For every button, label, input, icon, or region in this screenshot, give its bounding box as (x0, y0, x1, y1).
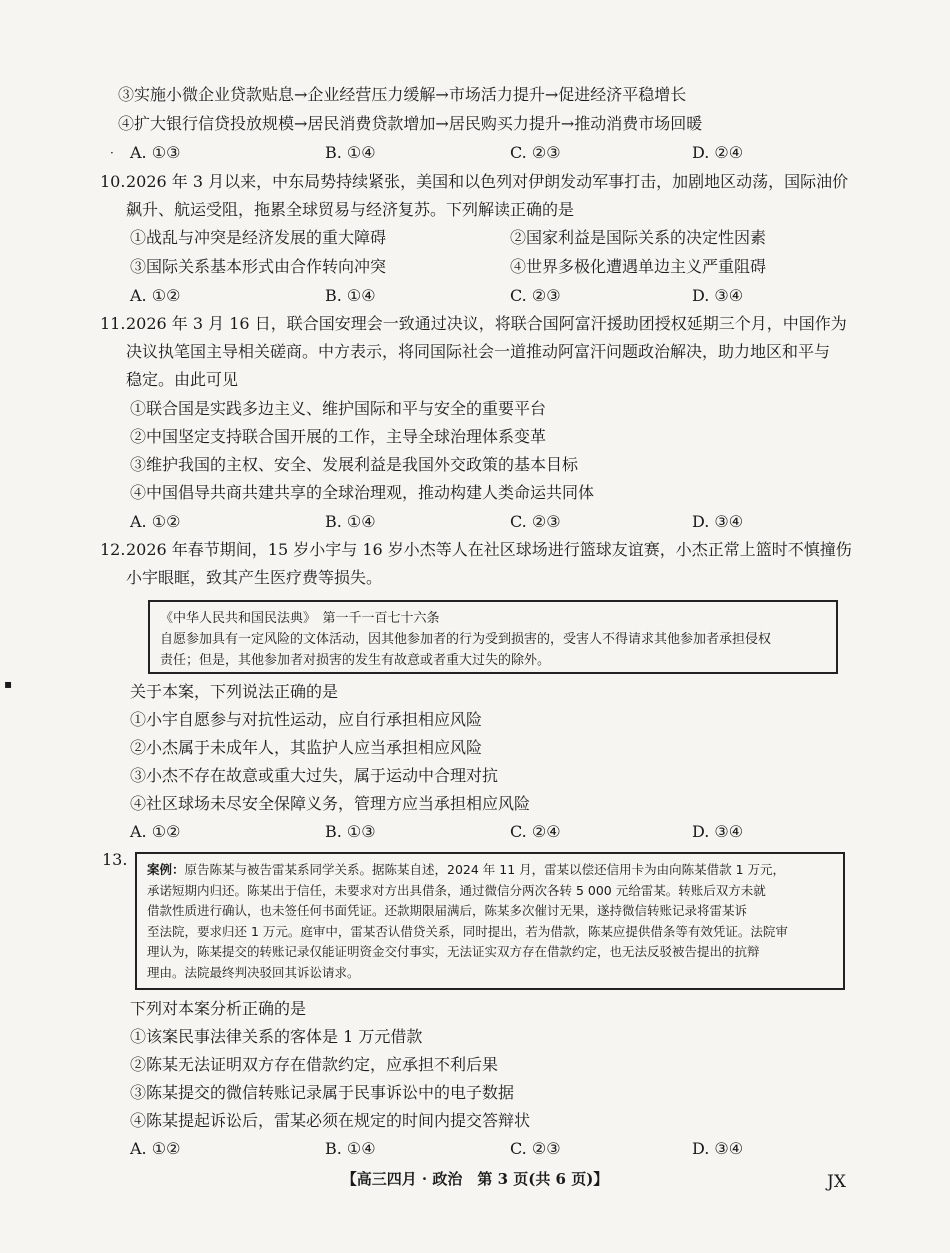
q12-number: 12. (100, 540, 126, 559)
q11-option-a[interactable]: A. ①② (130, 512, 181, 531)
q12-options (130, 821, 850, 843)
q10-items-row-1 (130, 227, 850, 249)
q13-case-line-1: 原告陈某与被告雷某系同学关系。据陈某自述，2024 年 11 月，雷某以偿还信用卡为由向陈某借款 1 万元， (184, 862, 786, 877)
q10-item-4: ④世界多极化遭遇单边主义严重阻碍 (510, 257, 767, 276)
q9-option-d[interactable]: D. ②④ (692, 143, 744, 162)
q13-item-4: ④陈某提起诉讼后，雷某必须在规定的时间内提交答辩状 (130, 1111, 531, 1130)
q9-item-4: ④扩大银行信贷投放规模→居民消费贷款增加→居民购买力提升→推动消费市场回暖 (118, 114, 703, 133)
q11-number: 11. (100, 314, 126, 333)
stray-mark: · (110, 146, 114, 160)
q12-law-line-2: 责任；但是，其他参加者对损害的发生有故意或者重大过失的除外。 (160, 653, 551, 668)
q12-question: 关于本案，下列说法正确的是 (130, 682, 339, 701)
q11-option-b[interactable]: B. ①④ (325, 512, 376, 531)
q13-option-d[interactable]: D. ③④ (692, 1139, 744, 1158)
q11-option-c[interactable]: C. ②③ (510, 512, 561, 531)
q11-item-2: ②中国坚定支持联合国开展的工作，主导全球治理体系变革 (130, 427, 547, 446)
q13-item-3: ③陈某提交的微信转账记录属于民事诉讼中的电子数据 (130, 1083, 515, 1102)
q11-stem-2: 决议执笔国主导相关磋商。中方表示，将同国际社会一道推动阿富汗问题政治解决，助力地区和平与 (126, 342, 831, 361)
q11-item-3: ③维护我国的主权、安全、发展利益是我国外交政策的基本目标 (130, 455, 579, 474)
q11-options (130, 511, 850, 533)
q10-item-3: ③国际关系基本形式由合作转向冲突 (130, 257, 387, 276)
q12-law-box (148, 600, 838, 674)
q11-item-4: ④中国倡导共商共建共享的全球治理观，推动构建人类命运共同体 (130, 483, 595, 502)
q10-stem-1: 2026 年 3 月以来，中东局势持续紧张，美国和以色列对伊朗发动军事打击，加剧地区动荡，国际油价 (126, 172, 849, 191)
q10-items-row-2 (130, 256, 850, 278)
q12-option-b[interactable]: B. ①③ (325, 822, 376, 841)
q13-case-line-2: 承诺短期内归还。陈某出于信任，未要求对方出具借条，通过微信分两次各转 5 000 元给雷某。转账后双方未就 (147, 882, 766, 898)
q13-case-line-6: 理由。法院最终判决驳回其诉讼请求。 (147, 964, 360, 980)
q12-option-c[interactable]: C. ②④ (510, 822, 561, 841)
q13-item-2: ②陈某无法证明双方存在借款约定，应承担不利后果 (130, 1055, 499, 1074)
q11-stem-1: 2026 年 3 月 16 日，联合国安理会一致通过决议，将联合国阿富汗援助团授权延期三个月，中国作为 (126, 314, 847, 333)
q9-item-3: ③实施小微企业贷款贴息→企业经营压力缓解→市场活力提升→促进经济平稳增长 (118, 85, 687, 104)
q13-option-b[interactable]: B. ①④ (325, 1139, 376, 1158)
q13-question: 下列对本案分析正确的是 (130, 999, 307, 1018)
q12-stem-2: 小宇眼眶，致其产生医疗费等损失。 (126, 568, 383, 587)
q13-option-a[interactable]: A. ①② (130, 1139, 181, 1158)
q12-option-d[interactable]: D. ③④ (692, 822, 744, 841)
q10-item-1: ①战乱与冲突是经济发展的重大障碍 (130, 228, 387, 247)
q11-item-1: ①联合国是实践多边主义、维护国际和平与安全的重要平台 (130, 399, 547, 418)
q13-case-box (135, 852, 845, 990)
q13-item-1: ①该案民事法律关系的客体是 1 万元借款 (130, 1027, 423, 1046)
q10-options (130, 285, 850, 307)
q10-stem-2: 飙升、航运受阻，拖累全球贸易与经济复苏。下列解读正确的是 (126, 200, 575, 219)
q9-option-c[interactable]: C. ②③ (510, 143, 561, 162)
q10-option-c[interactable]: C. ②③ (510, 286, 561, 305)
page-footer: 【高三四月 · 政治 第 3 页(共 6 页)】 (341, 1170, 609, 1188)
q12-item-1: ①小宇自愿参与对抗性运动，应自行承担相应风险 (130, 710, 483, 729)
q13-number: 13. (102, 850, 128, 869)
q10-option-d[interactable]: D. ③④ (692, 286, 744, 305)
q12-law-title: 《中华人民共和国民法典》 第一千一百七十六条 (160, 611, 440, 626)
q9-option-b[interactable]: B. ①④ (325, 143, 376, 162)
q13-case-line-4: 至法院，要求归还 1 万元。庭审中，雷某否认借贷关系，同时提出，若为借款，陈某应提供借条等有效凭证。法院审 (147, 923, 788, 939)
q12-item-2: ②小杰属于未成年人，其监护人应当承担相应风险 (130, 738, 483, 757)
q10-item-2: ②国家利益是国际关系的决定性因素 (510, 228, 767, 247)
q9-option-a[interactable]: A. ①③ (130, 143, 181, 162)
q12-stem-1: 2026 年春节期间，15 岁小宇与 16 岁小杰等人在社区球场进行篮球友谊赛，小杰正常上篮时不慎撞伤 (126, 540, 852, 559)
stray-mark: ▪ (4, 677, 13, 691)
page-code: JX (827, 1172, 846, 1192)
q12-option-a[interactable]: A. ①② (130, 822, 181, 841)
q13-case-line-5: 理认为，陈某提交的转账记录仅能证明资金交付事实，无法证实双方存在借款约定，也无法反驳被告提出的抗辩 (147, 944, 760, 959)
q12-item-4: ④社区球场未尽安全保障义务，管理方应当承担相应风险 (130, 794, 531, 813)
q13-options (130, 1138, 850, 1160)
q11-option-d[interactable]: D. ③④ (692, 512, 744, 531)
q13-case-line-3: 借款性质进行确认，也未签任何书面凭证。还款期限届满后，陈某多次催讨无果，遂持微信转账记录将雷某诉 (147, 903, 748, 918)
q9-options (130, 142, 850, 164)
q10-number: 10. (100, 172, 126, 191)
q13-case-label: 案例： (147, 862, 185, 877)
q12-law-line-1: 自愿参加具有一定风险的文体活动，因其他参加者的行为受到损害的，受害人不得请求其他参加者承担侵权 (160, 632, 772, 647)
q12-item-3: ③小杰不存在故意或重大过失，属于运动中合理对抗 (130, 766, 499, 785)
q10-option-b[interactable]: B. ①④ (325, 286, 376, 305)
q11-stem-3: 稳定。由此可见 (126, 370, 239, 389)
q13-option-c[interactable]: C. ②③ (510, 1139, 561, 1158)
q10-option-a[interactable]: A. ①② (130, 286, 181, 305)
